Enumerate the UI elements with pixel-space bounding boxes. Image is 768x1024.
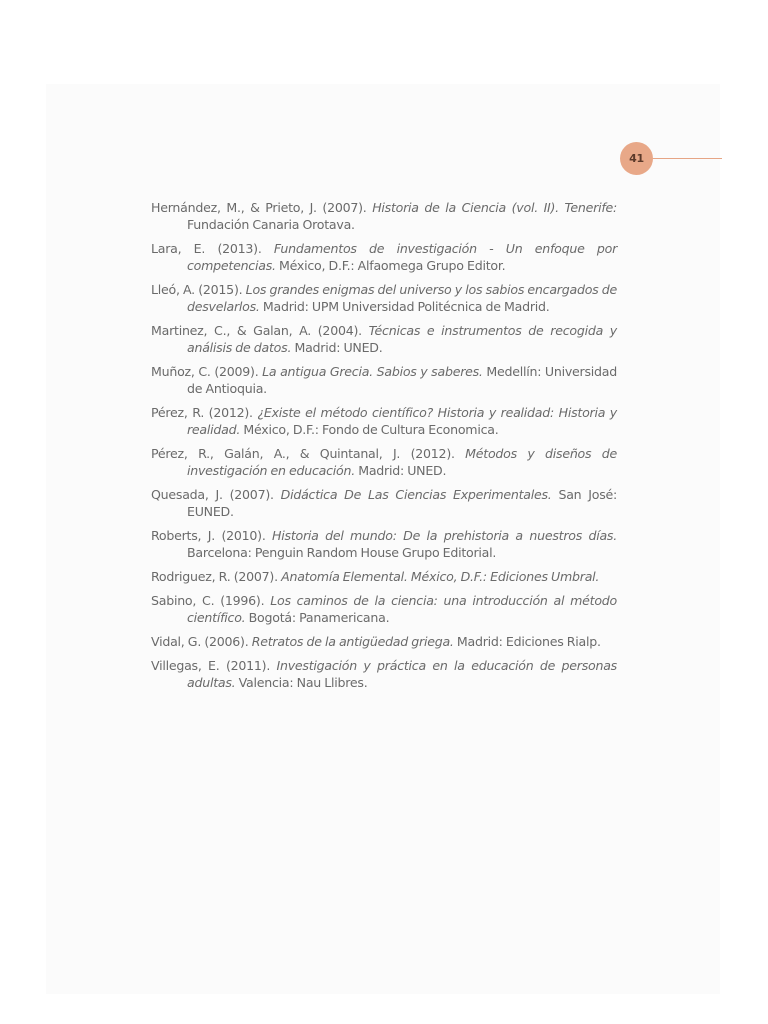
reference-title: Retratos de la antigüedad griega. [251,634,454,649]
reference-authors: Lleó, A. (2015). [151,282,246,297]
reference-authors: Pérez, R. (2012). [151,405,258,420]
reference-title: Los grandes enigmas del universo y los sabios encargados de desvelarlos. [187,282,618,314]
reference-item [151,657,617,691]
reference-item [151,527,617,561]
reference-publisher: México, D.F.: Fondo de Cultura Economica. [240,422,499,437]
reference-authors: Lara, E. (2013). [151,241,274,256]
reference-item [151,240,617,274]
reference-item [151,568,617,585]
reference-title: Fundamentos de investigación - Un enfoque por competencias. [187,241,617,273]
reference-publisher: San José: EUNED. [187,487,618,519]
reference-item [151,322,617,356]
reference-authors: Vidal, G. (2006). [151,634,252,649]
reference-publisher: Valencia: Nau Llibres. [235,675,368,690]
reference-title: Didáctica De Las Ciencias Experimentales. [280,487,552,502]
reference-item [151,633,617,650]
reference-item [151,363,617,397]
page-number-marker [620,142,722,176]
reference-publisher: Madrid: UPM Universidad Politécnica de Madrid. [259,299,550,314]
reference-authors: Hernández, M., & Prieto, J. (2007). [151,200,373,215]
reference-item [151,445,617,479]
reference-authors: Muñoz, C. (2009). [151,364,263,379]
reference-authors: Villegas, E. (2011). [151,658,277,673]
reference-item [151,199,617,233]
reference-item [151,281,617,315]
reference-publisher: Medellín: Universidad de Antioquia. [187,364,617,396]
reference-authors: Rodriguez, R. (2007). [151,569,282,584]
reference-title: Anatomía Elemental. México, D.F.: Ediciones Umbral. [281,569,600,584]
reference-list [151,199,617,698]
reference-item [151,592,617,626]
reference-publisher: Madrid: UNED. [291,340,383,355]
reference-item [151,404,617,438]
reference-publisher: Fundación Canaria Orotava. [187,217,355,232]
reference-title: Historia de la Ciencia (vol. II). Tenerife: [372,200,617,215]
reference-publisher: Madrid: UNED. [354,463,447,478]
reference-title: Técnicas e instrumentos de recogida y análisis de datos. [187,323,617,355]
page-number-badge: 41 [620,142,653,175]
page-number-rule [650,158,722,159]
reference-authors: Roberts, J. (2010). [151,528,273,543]
reference-title: La antigua Grecia. Sabios y saberes. [262,364,483,379]
reference-publisher: México, D.F.: Alfaomega Grupo Editor. [275,258,506,273]
reference-authors: Quesada, J. (2007). [151,487,281,502]
reference-title: Investigación y práctica en la educación de personas adultas. [187,658,617,690]
reference-title: Métodos y diseños de investigación en educación. [187,446,617,478]
reference-authors: Sabino, C. (1996). [151,593,271,608]
reference-authors: Martinez, C., & Galan, A. (2004). [151,323,369,338]
reference-publisher: Madrid: Ediciones Rialp. [453,634,601,649]
reference-title: ¿Existe el método científico? Historia y realidad: Historia y realidad. [187,405,617,437]
reference-title: Historia del mundo: De la prehistoria a nuestros días. [272,528,617,543]
reference-title: Los caminos de la ciencia: una introducción al método científico. [187,593,617,625]
reference-publisher: Barcelona: Penguin Random House Grupo Editorial. [187,545,497,560]
reference-item [151,486,617,520]
reference-authors: Pérez, R., Galán, A., & Quintanal, J. (2012). [151,446,466,461]
reference-publisher: Bogotá: Panamericana. [245,610,390,625]
